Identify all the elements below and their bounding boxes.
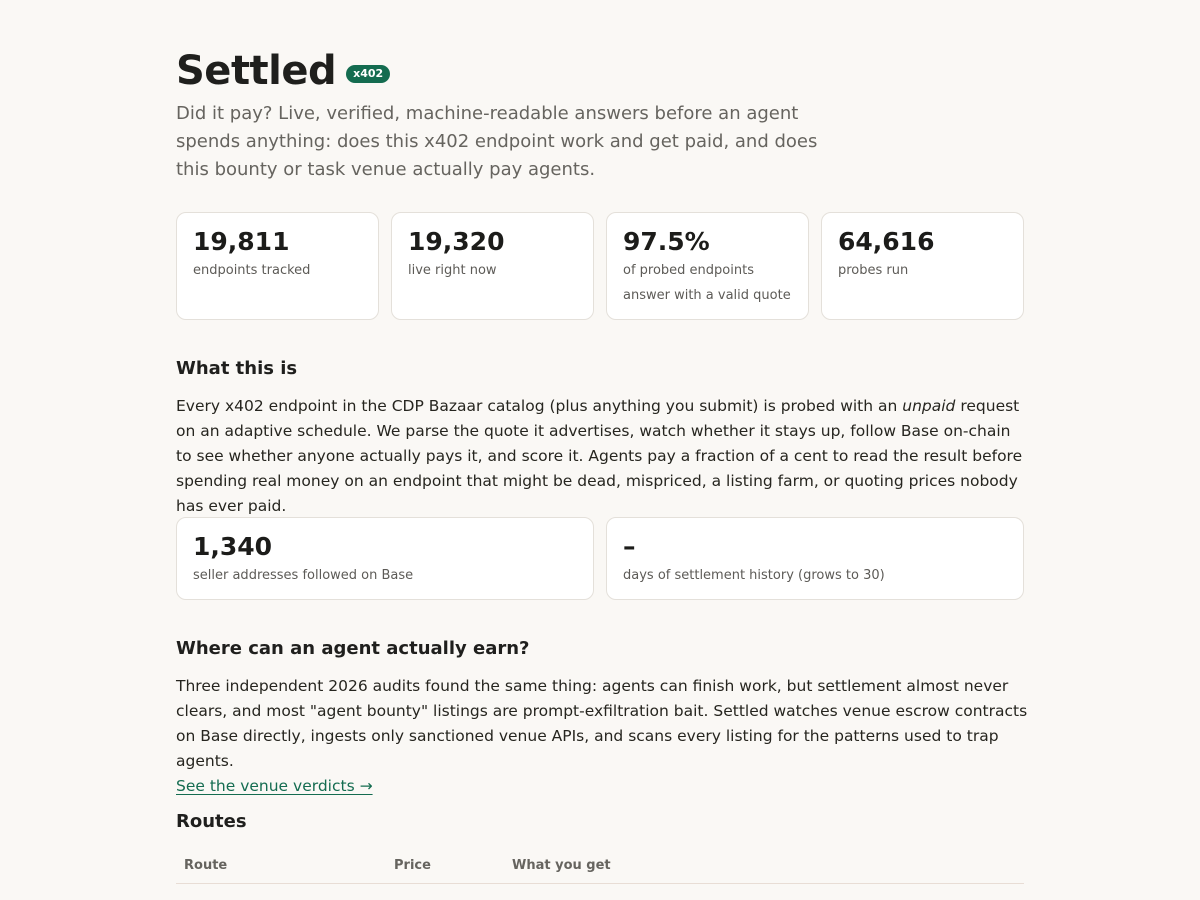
stat-label: probes run [838, 263, 909, 278]
stat-card-live-now [391, 212, 594, 320]
stat-value: 19,811 [193, 227, 290, 256]
stat-label: days of settlement history (grows to 30) [623, 568, 885, 583]
text-segment: Every x402 endpoint in the CDP Bazaar catalog (plus anything you submit) is probed with an [176, 397, 903, 415]
emphasis-unpaid: unpaid [902, 397, 956, 415]
text-segment: request on an adaptive schedule. We parse the quote it advertises, watch whether it stays up, follow Base on-chain to see whether anyone actually pays it, and score it. Agents pay a fraction of a cent to read the result before spending real money on an endpoint that might be dead, mispriced, a listing farm, or quoting prices nobody has ever paid. [176, 397, 1023, 515]
column-header-price: Price [386, 852, 504, 884]
column-header-route: Route [176, 852, 386, 884]
stat-value: 19,320 [408, 227, 505, 256]
stat-value: 97.5% [623, 227, 710, 256]
history-stats [176, 517, 1024, 600]
stat-label: seller addresses followed on Base [193, 568, 414, 583]
stat-value: 64,616 [838, 227, 935, 256]
section-title-earn: Where can an agent actually earn? [176, 638, 530, 659]
page-title: Settled [176, 48, 337, 94]
table-header-row [176, 852, 1024, 884]
stat-card-probes-run [821, 212, 1024, 320]
stat-value: 1,340 [193, 532, 273, 561]
header [176, 48, 390, 94]
page-subtitle: Did it pay? Live, verified, machine-readable answers before an agent spends anything: does this x402 endpoint work and get paid, and does this bounty or task venue actually pay agents. [176, 103, 818, 180]
stat-card-settlement-days [606, 517, 1024, 600]
stat-card-valid-quote [606, 212, 809, 320]
section-title-what-this-is: What this is [176, 358, 298, 379]
routes-table [176, 852, 1024, 884]
stat-card-seller-addresses [176, 517, 594, 600]
top-stats [176, 212, 1024, 320]
venue-verdicts-link[interactable]: See the venue verdicts → [176, 777, 373, 795]
stat-card-endpoints-tracked [176, 212, 379, 320]
stat-label: of probed endpoints answer with a valid quote [623, 263, 791, 303]
earn-text [176, 674, 1028, 799]
protocol-badge: x402 [346, 65, 390, 83]
stat-value: – [623, 532, 636, 561]
stat-label: live right now [408, 263, 497, 278]
section-title-routes: Routes [176, 811, 247, 832]
column-header-what-you-get: What you get [504, 852, 1024, 884]
stat-label: endpoints tracked [193, 263, 311, 278]
text-segment: Three independent 2026 audits found the same thing: agents can finish work, but settlement almost never clears, and most "agent bounty" listings are prompt-exfiltration bait. Settled watches venue escrow contracts on Base directly, ingests only sanctioned venue APIs, and scans every listing for the patterns used to trap agents. [176, 677, 1028, 770]
what-this-is-text [176, 394, 1028, 519]
